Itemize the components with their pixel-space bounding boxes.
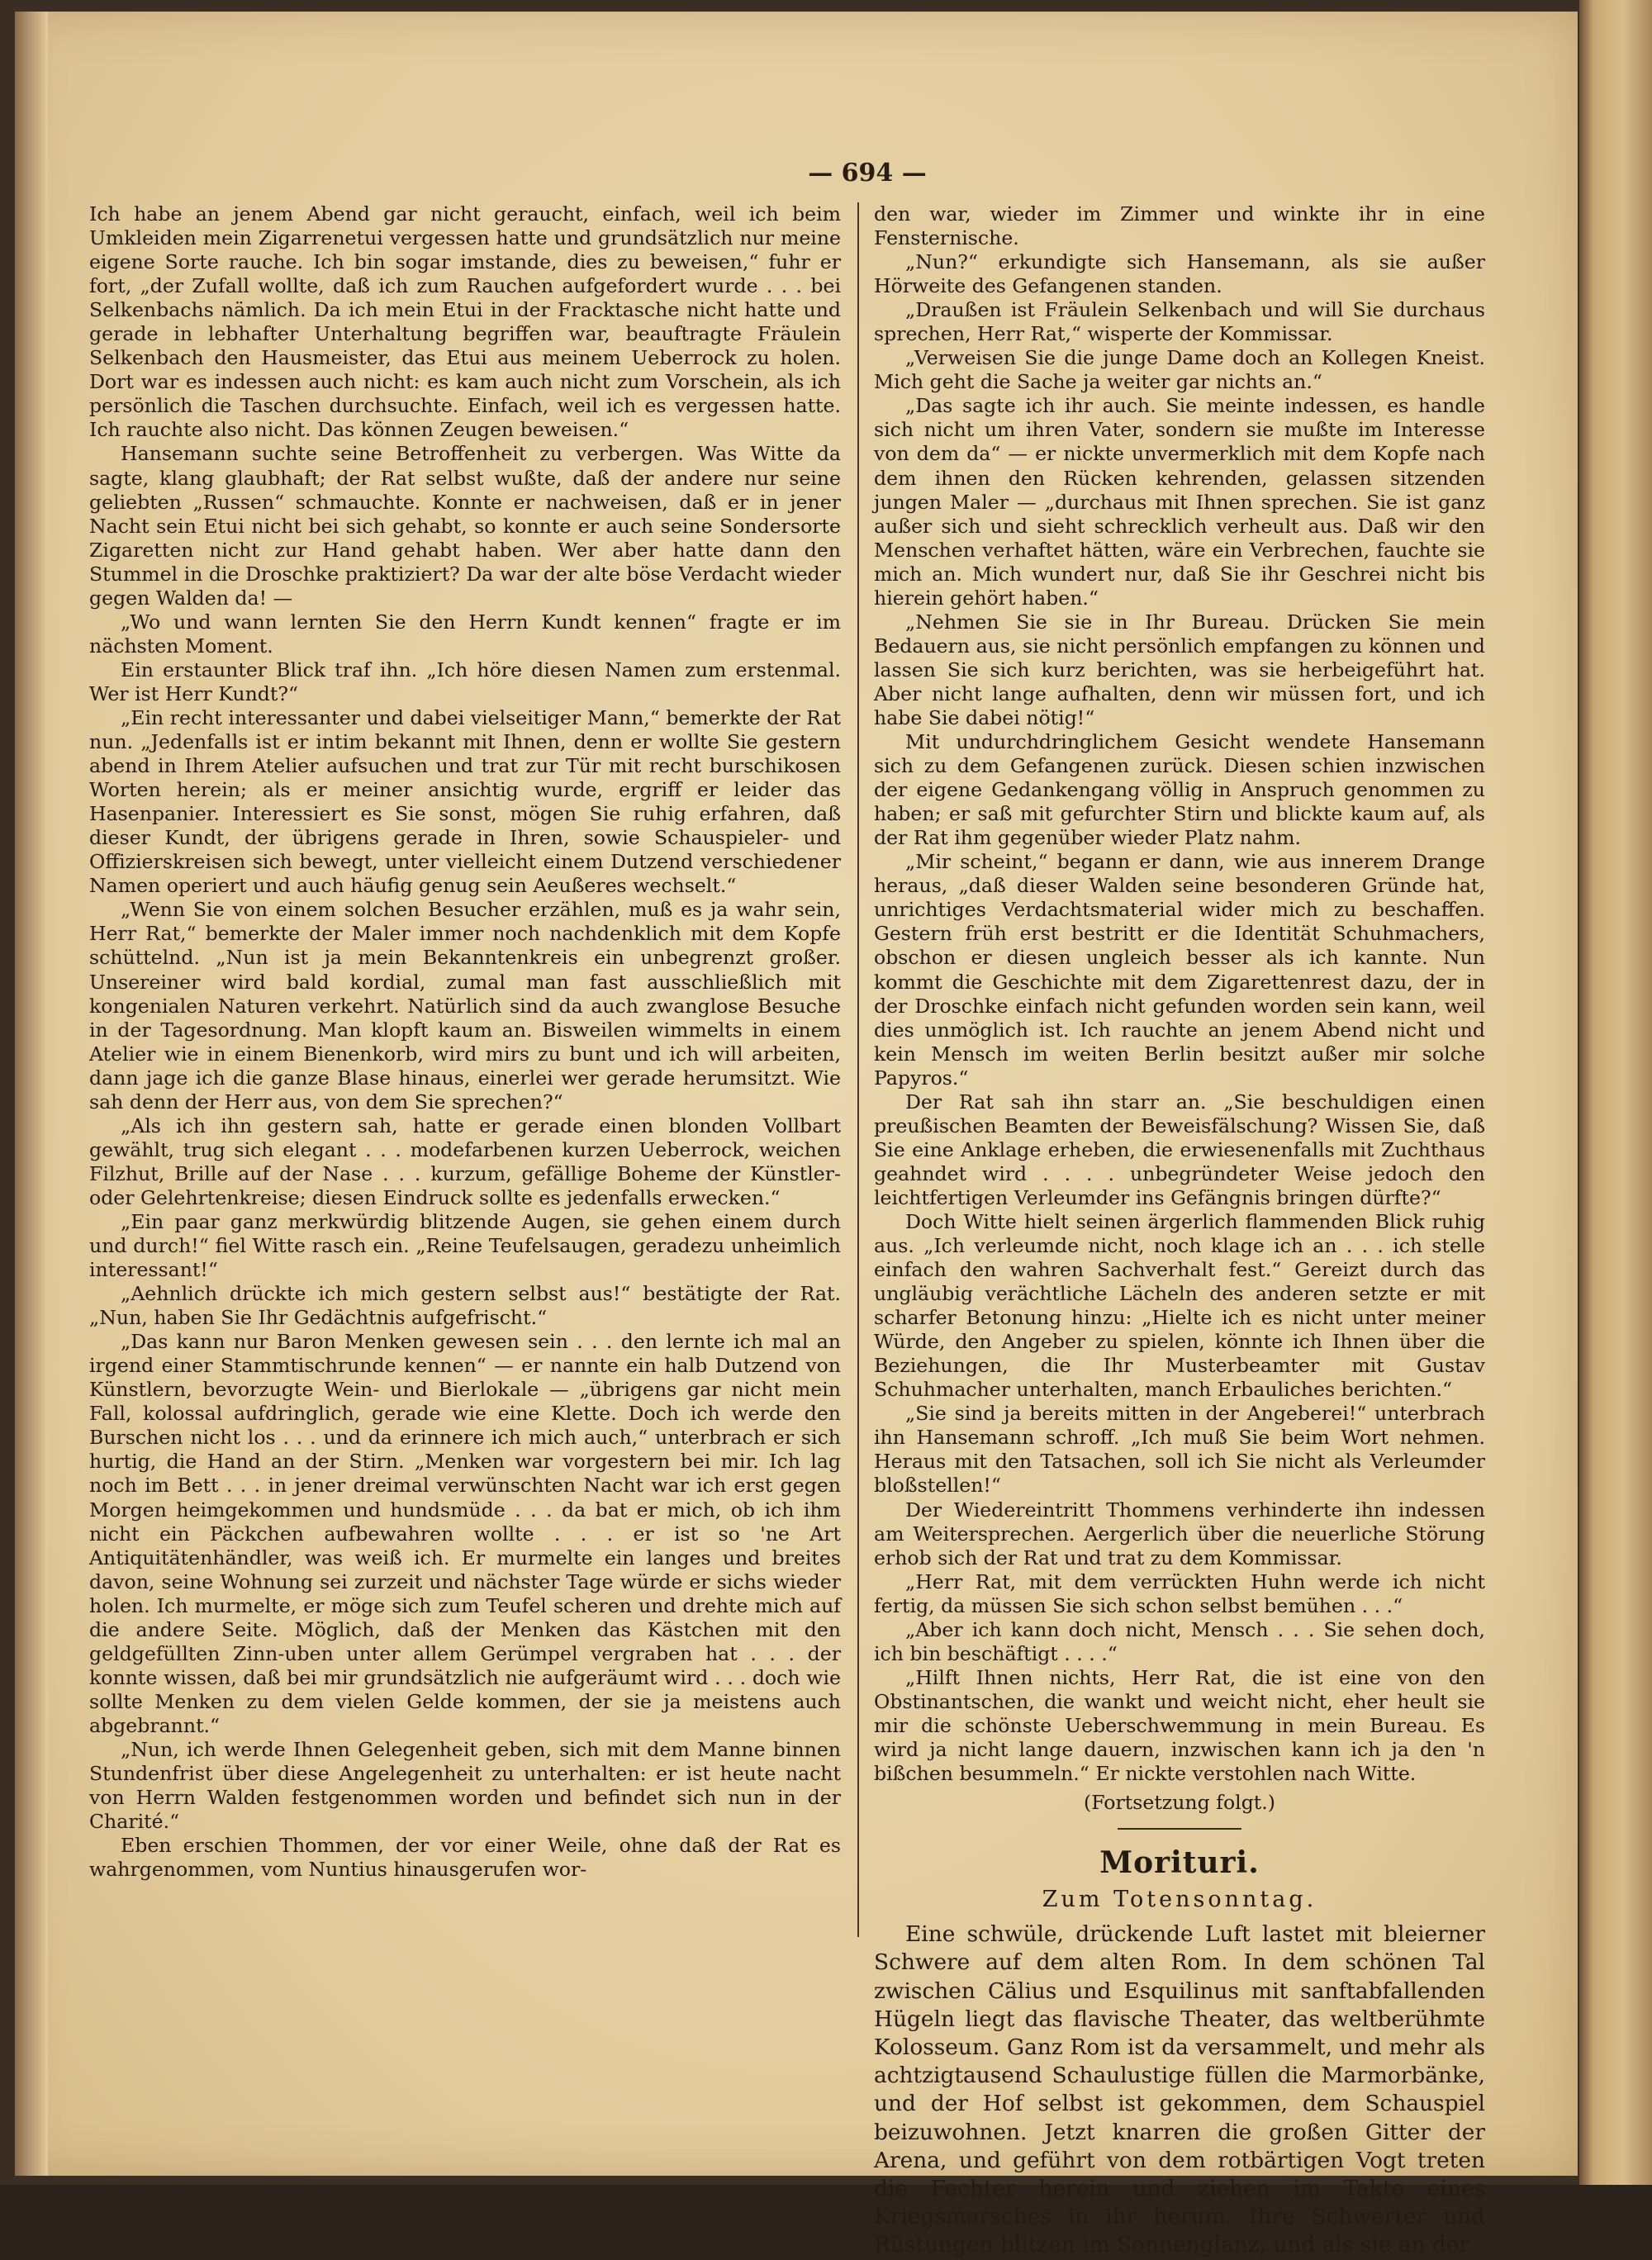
- paragraph: den war, wieder im Zimmer und winkte ihr in eine Fensternische.: [874, 202, 1485, 250]
- paragraph: „Sie sind ja bereits mitten in der Angeberei!“ unterbrach ihn Hansemann schroff. „Ich muß Sie beim Wort nehmen. Heraus mit den Tatsachen, soll ich Sie nicht als Verleumder bloßstellen!“: [874, 1402, 1485, 1498]
- paragraph: „Verweisen Sie die junge Dame doch an Kollegen Kneist. Mich geht die Sache ja weiter gar nichts an.“: [874, 346, 1485, 394]
- left-column: [89, 202, 841, 1882]
- paragraph: „Ein recht interessanter und dabei vielseitiger Mann,“ bemerkte der Rat nun. „Jedenfalls ist er intim bekannt mit Ihnen, denn er wollte Sie gestern abend in Ihrem Atelier aufsuchen und trat zur Tür mit recht burschikosen Worten herein; als er meiner ansichtig wurde, ergriff er leider das Hasenpanier. Interessiert es Sie sonst, mögen Sie ruhig erfahren, daß dieser Kundt, der übrigens gerade in Ihren, sowie Schauspieler- und Offizierskreisen sich bewegt, unter vielleicht einem Dutzend verschiedener Namen operiert und auch häufig genug sein Aeußeres wechselt.“: [89, 705, 841, 898]
- paragraph: „Aehnlich drückte ich mich gestern selbst aus!“ bestätigte der Rat. „Nun, haben Sie Ihr Gedächtnis aufgefrischt.“: [89, 1282, 841, 1330]
- continuation-note: (Fortsetzung folgt.): [1084, 1791, 1275, 1815]
- paragraph: „Das kann nur Baron Menken gewesen sein . . . den lernte ich mal an irgend einer Stammtischrunde kennen“ — er nannte ein halb Dutzend von Künstlern, bevorzugte Wein- und Bierlokale — „übrigens gar nicht mein Fall, kolossal aufdringlich, gerade wie eine Klette. Doch ich werde den Burschen nicht los . . . und da erinnere ich mich auch,“ unterbrach er sich hurtig, die Hand an der Stirn. „Menken war vorgestern bei mir. Ich lag noch im Bett . . . in jener dreimal verwünschten Nacht war ich erst gegen Morgen heimgekommen und hundsmüde . . . da bat er mich, ob ich ihm nicht ein Päckchen aufbewahren wollte . . . er ist so 'ne Art Antiquitätenhändler, was weiß ich. Er murmelte ein langes und breites davon, seine Wohnung sei zurzeit und nächster Tage würde er sichs wieder holen. Ich murmelte, er möge sich zum Teufel scheren und drehte mich auf die andere Seite. Möglich, daß der Menken das Kästchen mit den geldgefüllten Zinn-uben unter allem Gerümpel vergraben hat . . . der konnte wissen, daß bei mir grundsätzlich nie aufgeräumt wird . . . doch wie sollte Menken zu dem vielen Gelde kommen, der sie ja meistens auch abgebrannt.“: [89, 1330, 841, 1737]
- paragraph: „Wo und wann lernten Sie den Herrn Kundt kennen“ fragte er im nächsten Moment.: [89, 610, 841, 658]
- paragraph: „Als ich ihn gestern sah, hatte er gerade einen blonden Vollbart gewählt, trug sich elegant . . . modefarbenen kurzen Ueberrock, weichen Filzhut, Brille auf der Nase . . . kurzum, gefällige Boheme der Künstler- oder Gelehrtenkreise; diesen Eindruck sollte es jedenfalls erwecken.“: [89, 1113, 841, 1209]
- paragraph: „Ein paar ganz merkwürdig blitzende Augen, sie gehen einem durch und durch!“ fiel Witte rasch ein. „Reine Teufelsaugen, geradezu unheimlich interessant!“: [89, 1209, 841, 1282]
- page-number: — 694 —: [808, 159, 927, 188]
- right-column-story: [874, 202, 1485, 1786]
- moriturus-article: [874, 1845, 1485, 2259]
- article-body: [874, 1921, 1485, 2259]
- paragraph: Eine schwüle, drückende Luft lastet mit bleierner Schwere auf dem alten Rom. In dem schönen Tal zwischen Cälius und Esquilinus mit sanftabfallenden Hügeln liegt das flavische Theater, das weltberühmte Kolosseum. Ganz Rom ist da versammelt, und mehr als achtzigtausend Schaulustige füllen die Marmorbänke, und der Hof selbst ist gekommen, dem Schauspiel beizuwohnen. Jetzt knarren die großen Gitter der Arena, und geführt von dem rotbärtigen Vogt treten die Fechter herein und ziehen im Takte eines Kriegsmarsches in ihr herum. Ihre Schwerter und Rüstungen blitzen im Sonnenglanz, und als sie an der: [874, 1921, 1485, 2258]
- paragraph: Ich habe an jenem Abend gar nicht geraucht, einfach, weil ich beim Umkleiden mein Zigarrenetui vergessen hatte und grundsätzlich nur meine eigene Sorte rauche. Ich bin sogar imstande, dies zu beweisen,“ fuhr er fort, „der Zufall wollte, daß ich zum Rauchen aufgefordert wurde . . . bei Selkenbachs nämlich. Da ich mein Etui in der Fracktasche nicht hatte und gerade in lebhafter Unterhaltung begriffen war, beauftragte Fräulein Selkenbach den Hausmeister, das Etui aus meinem Ueberrock zu holen. Dort war es indessen auch nicht: es kam auch nicht zum Vorschein, als ich persönlich die Taschen durchsuchte. Einfach, weil ich es vergessen hatte. Ich rauchte also nicht. Das können Zeugen beweisen.“: [89, 202, 841, 442]
- page-binding: [15, 12, 48, 2176]
- paragraph: Doch Witte hielt seinen ärgerlich flammenden Blick ruhig aus. „Ich verleumde nicht, noch klage ich an . . . ich stelle einfach den wahren Sachverhalt fest.“ Gereizt durch das ungläubig verächtliche Lächeln des anderen setzte er mit scharfer Betonung hinzu: „Hielte ich es nicht unter meiner Würde, den Angeber zu spielen, könnte ich Ihnen über die Beziehungen, die Ihr Musterbeamter mit Gustav Schuhmacher unterhalten, manch Erbauliches berichten.“: [874, 1209, 1485, 1402]
- next-page-edge: [1579, 0, 1652, 2185]
- paragraph: „Aber ich kann doch nicht, Mensch . . . Sie sehen doch, ich bin beschäftigt . . . .“: [874, 1617, 1485, 1665]
- paragraph: „Mir scheint,“ begann er dann, wie aus innerem Drange heraus, „daß dieser Walden seine besonderen Gründe hat, unrichtiges Verdachtsmaterial wider mich zu beschaffen. Gestern früh erst bestritt er die Identität Schuhmachers, obschon er diesen ungleich besser als ich kannte. Nun kommt die Geschichte mit dem Zigarettenrest dazu, der in der Droschke einfach nicht gefunden worden sein kann, weil dies unmöglich ist. Ich rauchte an jenem Abend nicht und kein Mensch im weiten Berlin besitzt außer mir solche Papyros.“: [874, 850, 1485, 1090]
- column-divider: [857, 202, 859, 1937]
- paragraph: „Wenn Sie von einem solchen Besucher erzählen, muß es ja wahr sein, Herr Rat,“ bemerkte der Maler immer noch nachdenklich mit dem Kopfe schüttelnd. „Nun ist ja mein Bekanntenkreis ein unbegrenzt großer. Unsereiner wird bald kordial, zumal man fast ausschließlich mit kongenialen Naturen verkehrt. Natürlich sind da auch zwanglose Besuche in der Tagesordnung. Man klopft kaum an. Bisweilen wimmelts in einem Atelier wie in einem Bienenkorb, wird mirs zu bunt und ich will arbeiten, dann jage ich die ganze Blase hinaus, einerlei wer gerade herumsitzt. Wie sah denn der Herr aus, von dem Sie sprechen?“: [89, 898, 841, 1113]
- paragraph: Der Rat sah ihn starr an. „Sie beschuldigen einen preußischen Beamten der Beweisfälschung? Wissen Sie, daß Sie eine Anklage erheben, die erwiesenenfalls mit Zuchthaus geahndet wird . . . . unbegründeter Weise jedoch den leichtfertigen Verleumder ins Gefängnis bringen dürfte?“: [874, 1090, 1485, 1209]
- paragraph: Ein erstaunter Blick traf ihn. „Ich höre diesen Namen zum erstenmal. Wer ist Herr Kundt?“: [89, 658, 841, 705]
- article-subtitle: Zum Totensonntag.: [1042, 1887, 1317, 1913]
- paragraph: Mit undurchdringlichem Gesicht wendete Hansemann sich zu dem Gefangenen zurück. Diesen schien inzwischen der eigene Gedankengang völlig in Anspruch genommen zu haben; er saß mit gefurchter Stirn und blickte kaum auf, als der Rat ihm gegenüber wieder Platz nahm.: [874, 730, 1485, 850]
- paragraph: „Draußen ist Fräulein Selkenbach und will Sie durchaus sprechen, Herr Rat,“ wisperte der Kommissar.: [874, 298, 1485, 346]
- article-title: Morituri.: [1099, 1845, 1260, 1881]
- paragraph: „Nun?“ erkundigte sich Hansemann, als sie außer Hörweite des Gefangenen standen.: [874, 250, 1485, 298]
- paragraph: Hansemann suchte seine Betroffenheit zu verbergen. Was Witte da sagte, klang glaubhaft; der Rat selbst wußte, daß der andere nur seine geliebten „Russen“ schmauchte. Konnte er nachweisen, daß er in jener Nacht sein Etui nicht bei sich gehabt, so konnte er auch seine Sondersorte Zigaretten nicht zur Hand gehabt haben. Wer aber hatte dann den Stummel in die Droschke praktiziert? Da war der alte böse Verdacht wieder gegen Walden da! —: [89, 442, 841, 610]
- paragraph: „Das sagte ich ihr auch. Sie meinte indessen, es handle sich nicht um ihren Vater, sondern sie mußte im Interesse von dem da“ — er nickte unvermerklich mit dem Kopfe nach dem ihnen den Rücken kehrenden, gelassen sitzenden jungen Maler — „durchaus mit Ihnen sprechen. Sie ist ganz außer sich und sieht schrecklich verheult aus. Daß wir den Menschen verhaftet hätten, wäre ein Verbrechen, fauchte sie mich an. Mich wundert nur, daß Sie ihr Geschrei nicht bis hierein gehört haben.“: [874, 394, 1485, 610]
- paragraph: „Herr Rat, mit dem verrückten Huhn werde ich nicht fertig, da müssen Sie sich schon selbst bemühen . . .“: [874, 1569, 1485, 1617]
- paragraph: „Nun, ich werde Ihnen Gelegenheit geben, sich mit dem Manne binnen Stundenfrist über diese Angelegenheit zu unterhalten: er ist heute nacht von Herrn Walden festgenommen worden und befindet sich nun in der Charité.“: [89, 1738, 841, 1834]
- section-rule: [1118, 1828, 1241, 1830]
- paragraph: Der Wiedereintritt Thommens verhinderte ihn indessen am Weitersprechen. Aergerlich über die neuerliche Störung erhob sich der Rat und trat zu dem Kommissar.: [874, 1498, 1485, 1569]
- paragraph: „Nehmen Sie sie in Ihr Bureau. Drücken Sie mein Bedauern aus, sie nicht persönlich empfangen zu können und lassen Sie sich kurz berichten, was sie herbeigeführt hat. Aber nicht lange aufhalten, denn wir müssen fort, und ich habe Sie dabei nötig!“: [874, 610, 1485, 729]
- paragraph: Eben erschien Thommen, der vor einer Weile, ohne daß der Rat es wahrgenommen, vom Nuntius hinausgerufen wor-: [89, 1834, 841, 1882]
- right-column: [874, 202, 1485, 2260]
- paragraph: „Hilft Ihnen nichts, Herr Rat, die ist eine von den Obstinantschen, die wankt und weicht nicht, eher heult sie mir die schönste Ueberschwemmung in mein Bureau. Es wird ja nicht lange dauern, inzwischen kann ich ja den 'n bißchen besummeln.“ Er nickte verstohlen nach Witte.: [874, 1665, 1485, 1786]
